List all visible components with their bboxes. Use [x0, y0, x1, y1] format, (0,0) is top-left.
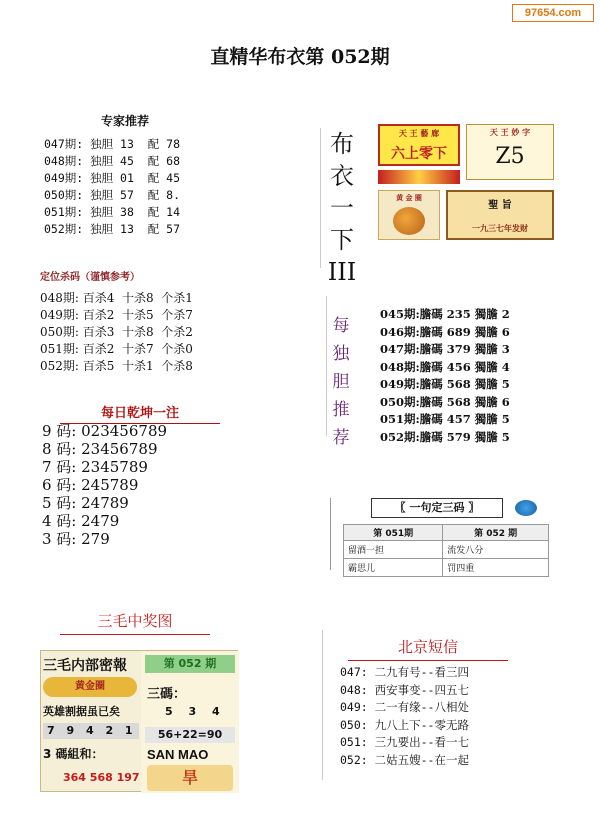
list-item: 7 码: 2345789 [42, 458, 148, 476]
table-header: 第 052 期 [443, 525, 549, 541]
tiger-card [378, 190, 440, 240]
vertical-char: 独 [332, 344, 350, 364]
buyi-vertical-title [320, 128, 364, 288]
buyi-image [378, 124, 554, 244]
list-item: 051期: 独胆 38 配 14 [44, 205, 181, 219]
table-cell: 留酒一担 [344, 541, 443, 559]
list-item: 3 码: 279 [42, 530, 110, 548]
vertical-char: 荐 [332, 428, 350, 448]
vertical-char: 下 [330, 226, 354, 254]
table-row [344, 525, 549, 541]
sanmao-issue-label: 第 052 期 [145, 655, 235, 673]
list-item: 052期: 独胆 13 配 57 [44, 222, 181, 236]
scroll-banner [446, 190, 554, 240]
banner-main-text: 六上零下 [391, 146, 447, 162]
lantern-strip [378, 170, 460, 184]
banner-six-up [378, 124, 460, 166]
list-item: 8 码: 23456789 [42, 440, 158, 458]
list-item: 046期:膽碼 689 獨膽 6 [380, 324, 510, 339]
list-item: 050期: 独胆 57 配 8. [44, 188, 181, 202]
list-item: 6 码: 245789 [42, 476, 139, 494]
list-item: 051期:膽碼 457 獨膽 5 [380, 412, 510, 426]
beijing-title: 北京短信 [348, 636, 508, 661]
yiju-table [343, 524, 549, 577]
list-item: 5 码: 24789 [42, 494, 129, 512]
vertical-char: 胆 [332, 372, 350, 392]
list-item: 048期:膽碼 456 獨膽 4 [380, 359, 510, 374]
list-item: 047期: 独胆 13 配 78 [44, 137, 181, 151]
expert-title: 专家推荐 [100, 114, 149, 128]
sanmao-sanma-label: 三碼： [147, 687, 187, 702]
dudan-vertical-title [326, 312, 356, 452]
daily-list [42, 422, 167, 548]
sanmao-card [40, 650, 238, 792]
divider [322, 630, 323, 780]
banner-miao-zi [466, 124, 554, 180]
vertical-char: III [327, 258, 357, 286]
sanmao-digits: 5 3 4 [165, 705, 226, 718]
globe-icon [515, 500, 537, 516]
list-item: 049: 二一有缘--八相处 [340, 700, 469, 714]
sanmao-slogan: 英雄割据虽已矣 [43, 705, 120, 718]
tiger-icon [393, 207, 425, 235]
list-item: 048期: 百杀4 十杀8 个杀1 [40, 291, 193, 305]
sanmao-left-title: 三毛内部密報 [43, 658, 127, 674]
sanmao-expression: 56+22=90 [145, 727, 235, 743]
list-item: 047: 二九有号--看三四 [340, 665, 469, 679]
page-title: 直精华布衣第 052期 [210, 46, 390, 68]
site-tag[interactable]: 97654.com [512, 4, 594, 22]
table-cell: 流发八分 [443, 541, 549, 559]
vertical-char: 一 [330, 194, 354, 222]
list-item: 051期: 百杀2 十杀7 个杀0 [40, 342, 193, 356]
position-kill-title: 定位杀码（谨慎参考） [40, 272, 140, 283]
list-item: 049期: 独胆 01 配 45 [44, 171, 181, 185]
position-kill-list [40, 290, 193, 375]
list-item: 052期: 百杀5 十杀1 个杀8 [40, 359, 193, 373]
scroll-subtitle: 一九三七年发财 [472, 224, 528, 233]
banner-small-text: 天 王 藝 廊 [398, 129, 440, 138]
table-header: 第 051期 [344, 525, 443, 541]
list-item: 048期: 独胆 45 配 68 [44, 154, 181, 168]
sanmao-combo-values: 364 568 197 [63, 771, 140, 784]
dudan-list [380, 306, 510, 446]
banner-small-text: 天 王 妙 字 [489, 128, 531, 137]
vertical-char: 每 [332, 316, 350, 336]
table-cell: 罚四重 [443, 559, 549, 577]
sanmao-title: 三毛中奖图 [60, 610, 210, 635]
table-row [344, 541, 549, 559]
list-item: 045期:膽碼 235 獨膽 2 [380, 307, 510, 321]
list-item: 050期: 百杀3 十杀8 个杀2 [40, 325, 193, 339]
list-item: 050: 九八上下--零无路 [340, 717, 469, 732]
sanmao-brand: SAN MAO [147, 747, 209, 762]
sanmao-left-panel [41, 651, 141, 793]
banner-small-text: 黄 金 圈 [396, 194, 422, 202]
handwritten-char: Z5 [495, 144, 525, 169]
logo: 黄金圈 [43, 677, 137, 697]
vertical-char: 衣 [330, 162, 354, 190]
table-row [344, 559, 549, 577]
yiju-box [330, 498, 548, 574]
vertical-char: 布 [330, 130, 354, 158]
list-item: 052期:膽碼 579 獨膽 5 [380, 429, 510, 444]
sanmao-numbers: 7 9 4 2 1 [43, 723, 139, 739]
list-item: 052: 二姑五嫂--在一起 [340, 752, 469, 767]
list-item: 049期: 百杀2 十杀5 个杀7 [40, 308, 193, 322]
vertical-char: 推 [332, 400, 350, 420]
expert-list [44, 136, 180, 238]
sanmao-combo-label: 3 碼組和： [43, 747, 104, 761]
flower-badge: 旱 [147, 765, 233, 791]
list-item: 9 码: 023456789 [42, 422, 168, 440]
table-cell: 霸思儿 [344, 559, 443, 577]
list-item: 047期:膽碼 379 獨膽 3 [380, 342, 510, 356]
list-item: 049期:膽碼 568 獨膽 5 [380, 377, 510, 391]
beijing-list [340, 664, 469, 769]
yiju-title: 〖 一句定三码 〗 [371, 498, 503, 518]
daily-title: 每日乾坤一注 [60, 402, 220, 424]
list-item: 051: 三九要出--看一七 [340, 735, 469, 749]
sanmao-right-panel [141, 651, 239, 793]
list-item: 048: 西安事变--四五七 [340, 682, 469, 697]
scroll-title: 聖 旨 [488, 200, 512, 211]
list-item: 050期:膽碼 568 獨膽 6 [380, 394, 510, 409]
list-item: 4 码: 2479 [42, 512, 120, 530]
